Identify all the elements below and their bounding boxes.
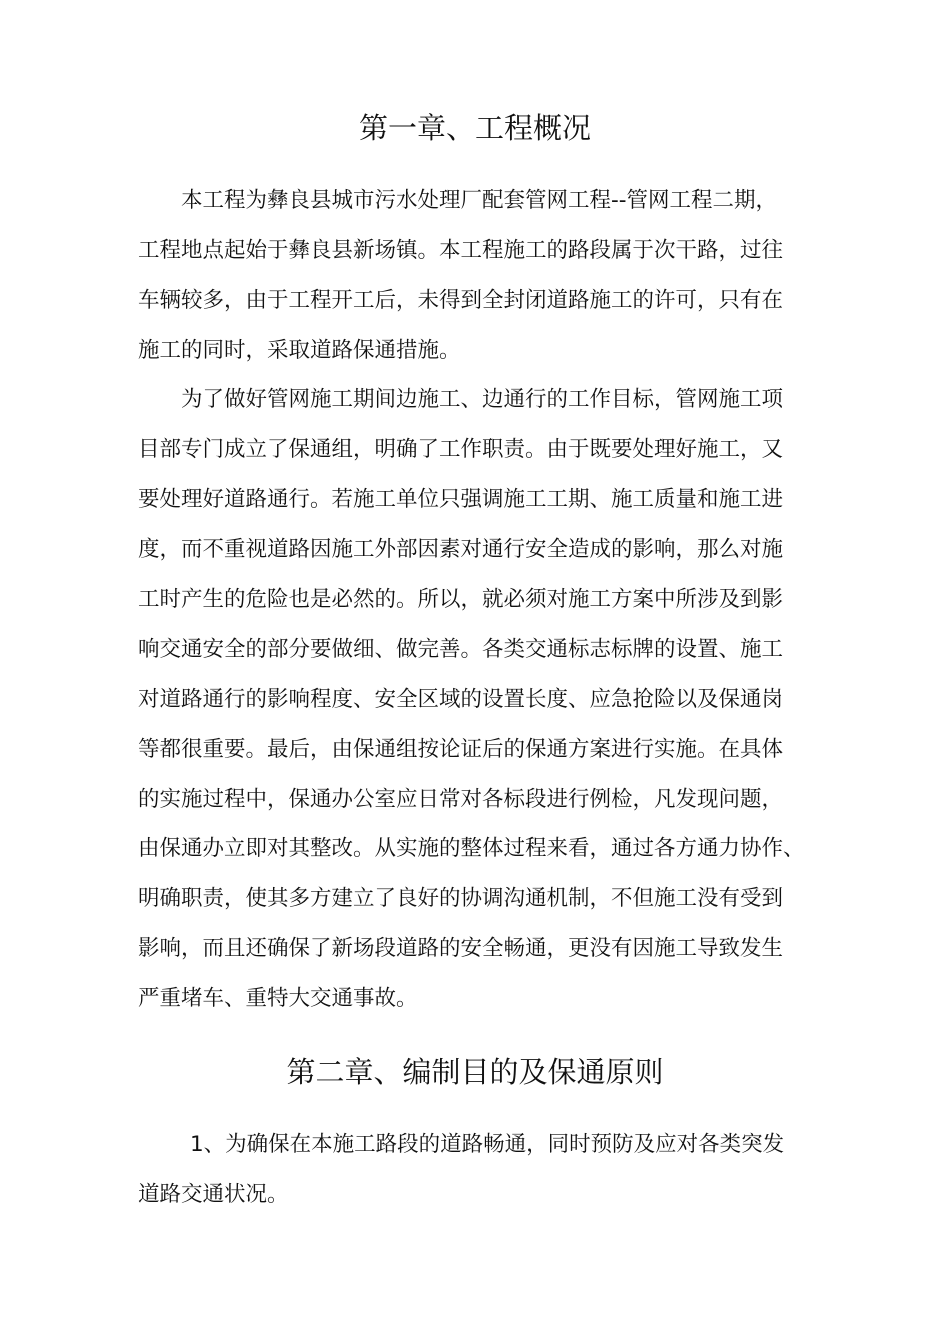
chapter2-item1-line1: 1、为确保在本施工路段的道路畅通，同时预防及应对各类突发: [190, 1132, 785, 1157]
chapter1-p2-line10: 由保通办立即对其整改。从实施的整体过程来看，通过各方通力协作、: [138, 836, 805, 861]
chapter2-item1-line2: 道路交通状况。: [138, 1182, 289, 1207]
chapter2-title: 第二章、编制目的及保通原则: [286, 1055, 664, 1089]
chapter1-p2-line13: 严重堵车、重特大交通事故。: [138, 986, 418, 1011]
chapter1-p2-line3: 要处理好道路通行。若施工单位只强调施工工期、施工质量和施工进: [138, 487, 784, 512]
chapter1-p2-line2: 目部专门成立了保通组，明确了工作职责。由于既要处理好施工，又: [138, 437, 784, 462]
chapter1-p1-line4: 施工的同时，采取道路保通措施。: [138, 338, 461, 363]
chapter1-p1-line3: 车辆较多，由于工程开工后，未得到全封闭道路施工的许可，只有在: [138, 288, 784, 313]
chapter1-p2-line6: 响交通安全的部分要做细、做完善。各类交通标志标牌的设置、施工: [138, 637, 784, 662]
chapter1-p1-line1: 本工程为彝良县城市污水处理厂配套管网工程--管网工程二期，: [181, 188, 778, 213]
chapter1-p2-line11: 明确职责，使其多方建立了良好的协调沟通机制，不但施工没有受到: [138, 886, 784, 911]
chapter1-p2-line1: 为了做好管网施工期间边施工、边通行的工作目标，管网施工项: [181, 387, 784, 412]
chapter1-p1-line2: 工程地点起始于彝良县新场镇。本工程施工的路段属于次干路，过往: [138, 238, 784, 263]
chapter1-p2-line7: 对道路通行的影响程度、安全区域的设置长度、应急抢险以及保通岗: [138, 687, 784, 712]
chapter1-p2-line4: 度，而不重视道路因施工外部因素对通行安全造成的影响，那么对施: [138, 537, 784, 562]
chapter1-p2-line5: 工时产生的危险也是必然的。所以，就必须对施工方案中所涉及到影: [138, 587, 784, 612]
chapter1-title: 第一章、工程概况: [358, 111, 591, 145]
chapter1-p2-line12: 影响，而且还确保了新场段道路的安全畅通，更没有因施工导致发生: [138, 936, 784, 961]
chapter1-p2-line9: 的实施过程中，保通办公室应日常对各标段进行例检，凡发现问题，: [138, 787, 784, 812]
chapter1-p2-line8: 等都很重要。最后，由保通组按论证后的保通方案进行实施。在具体: [138, 737, 784, 762]
